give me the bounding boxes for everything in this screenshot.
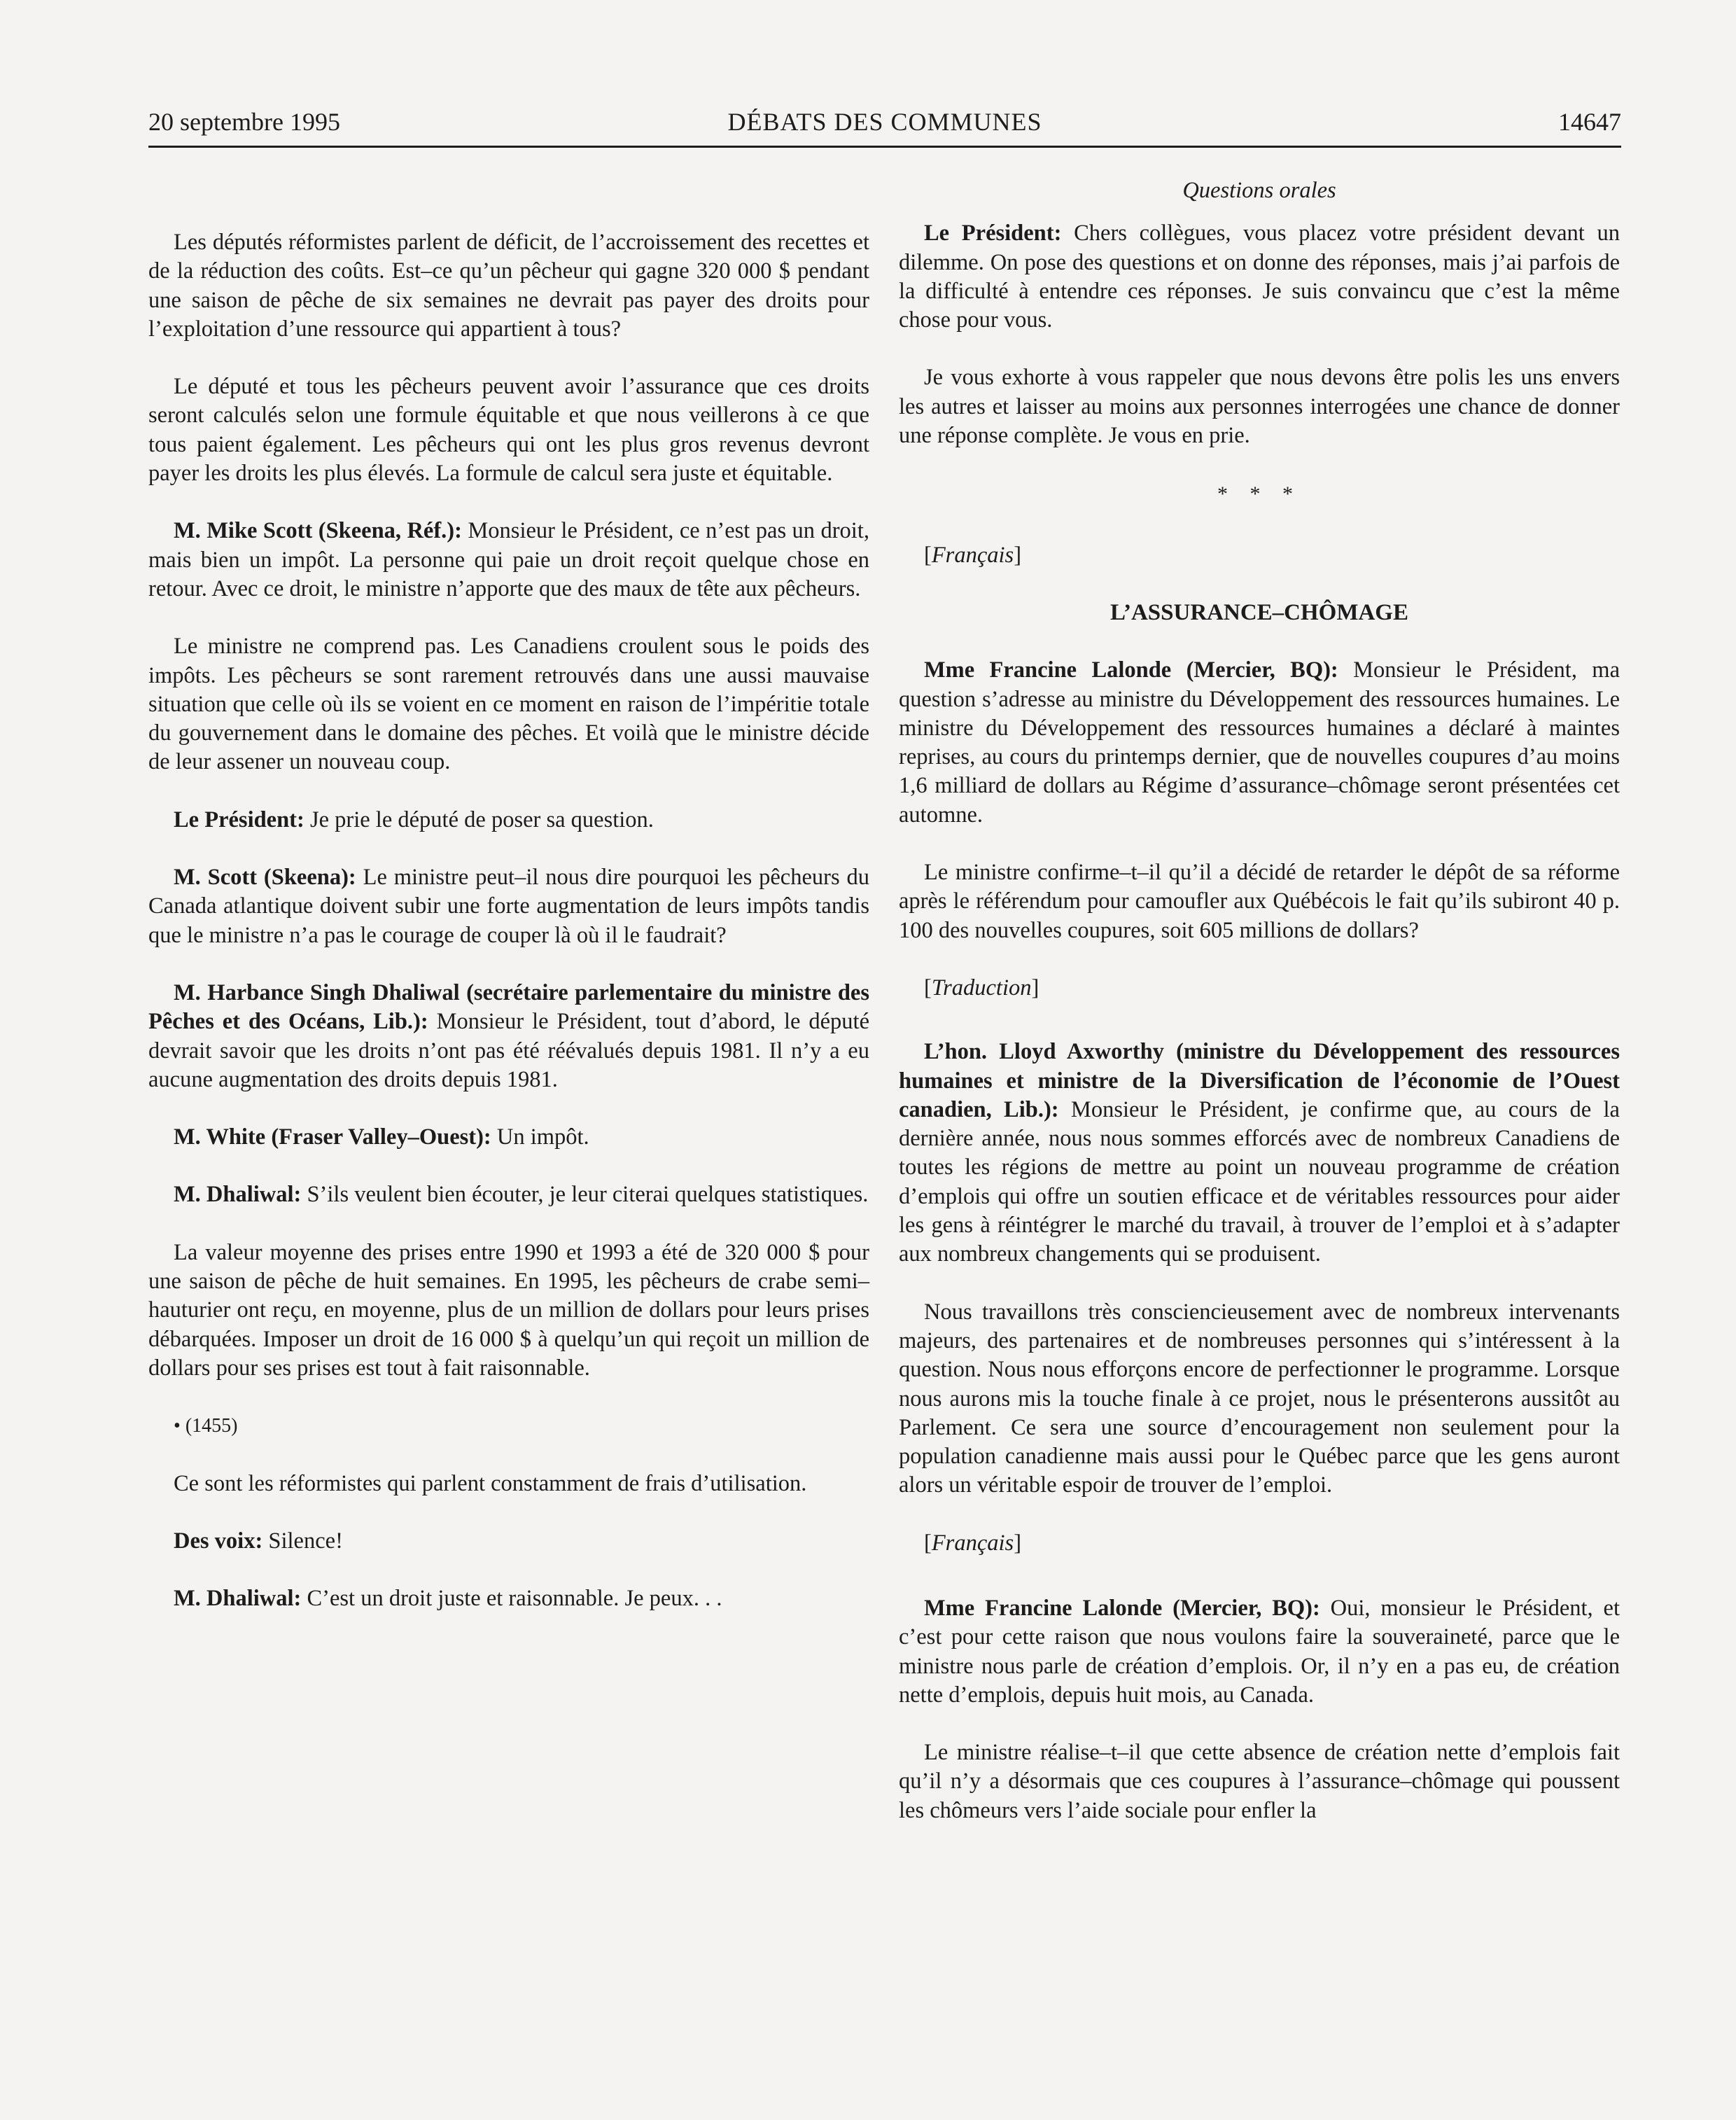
running-title: Questions orales xyxy=(1182,178,1336,203)
paragraph xyxy=(899,1738,1620,1825)
language-marker-text: Traduction xyxy=(931,975,1032,1000)
paragraph-text: C’est un droit juste et raisonnable. Je peux. . . xyxy=(301,1586,722,1612)
speaker-name: Des voix: xyxy=(174,1528,263,1554)
header-title: DÉBATS DES COMMUNES xyxy=(727,108,1042,136)
right-paragraphs-section1 xyxy=(899,656,1620,945)
page-header xyxy=(148,104,1621,140)
speaker-name: Le Président: xyxy=(924,221,1062,246)
paragraph-text: Je vous exhorte à vous rappeler que nous devons être polis les uns envers les autres et laisser au moins aux personnes interrogées une chance de donner une réponse complète. Je vous en prie. xyxy=(899,365,1620,449)
speaker-name: Mme Francine Lalonde (Mercier, BQ): xyxy=(924,1595,1320,1621)
language-marker: [Français] xyxy=(924,542,1022,568)
right-paragraphs-before-break xyxy=(899,219,1620,450)
speaker-name: M. Dhaliwal: xyxy=(174,1182,302,1208)
paragraph-text: Ce sont les réformistes qui parlent constamment de frais d’utilisation. xyxy=(174,1470,807,1496)
paragraph-text: Le ministre peut–il nous dire pourquoi les pêcheurs du Canada atlantique doivent subir une forte augmentation de leurs impôts tandis que le ministre n’a pas le courage de couper là où il le faudrait? xyxy=(148,865,869,948)
paragraph xyxy=(148,372,869,488)
paragraph xyxy=(899,1594,1620,1710)
right-paragraphs-section2 xyxy=(899,1038,1620,1500)
speaker-name: M. Harbance Singh Dhaliwal (secrétaire parlementaire du ministre des Pêches et des Océans, Lib.): xyxy=(148,979,869,1035)
paragraph xyxy=(899,858,1620,945)
paragraph-text: Le député et tous les pêcheurs peuvent avoir l’assurance que ces droits seront calculés selon une formule équitable et que nous veillerons à ce que tous paient également. Les pêcheurs qui ont les plus gros revenus devront payer les droits les plus élevés. La formule de calcul sera juste et équitable. xyxy=(148,374,869,487)
language-marker: [Français] xyxy=(924,1530,1022,1556)
speaker-name: M. Mike Scott (Skeena, Réf.): xyxy=(174,518,462,544)
speaker-name: Mme Francine Lalonde (Mercier, BQ): xyxy=(924,657,1338,683)
language-marker: [Traduction] xyxy=(924,975,1040,1000)
speaker-name: M. White (Fraser Valley–Ouest): xyxy=(174,1124,491,1150)
speaker-name: M. Dhaliwal: xyxy=(174,1586,302,1612)
paragraph-text: Le ministre réalise–t–il que cette absence de création nette d’emplois fait qu’il n’y a désormais que ces coupures à l’assurance–chômage qui poussent les chômeurs vers l’aide sociale pour enfler la xyxy=(899,1740,1620,1823)
timestamp xyxy=(148,1411,869,1440)
paragraph-text: Le ministre confirme–t–il qu’il a décidé de retarder le dépôt de sa réforme après le référendum pour camoufler aux Québécois le fait qu’ils subiront 40 p. 100 des nouvelles coupures, soit 605 millions de dollars? xyxy=(899,860,1620,943)
right-column xyxy=(899,176,1620,1854)
paragraph xyxy=(899,1298,1620,1500)
paragraph xyxy=(148,1470,869,1498)
paragraph-text: Monsieur le Président, ma question s’adresse au ministre du Développement des ressources humaines. Le ministre du Développement des ressources humaines a déclaré à maintes reprises, au cours du printemps dernier, que de nouvelles coupures d’au moins 1,6 milliard de dollars au Régime d’assurance–chômage seront présentées cet automne. xyxy=(899,657,1620,828)
paragraph-text: Monsieur le Président, tout d’abord, le député devrait savoir que les droits n’ont pas été réévalués depuis 1981. Il n’y a eu aucune augmentation des droits depuis 1981. xyxy=(148,1009,869,1092)
paragraph xyxy=(899,1038,1620,1269)
right-paragraphs-section3 xyxy=(899,1594,1620,1825)
paragraph xyxy=(148,517,869,604)
paragraph xyxy=(148,863,869,950)
timestamp-time: (1455) xyxy=(185,1415,238,1437)
section-break: * * * xyxy=(1217,482,1301,506)
paragraph-text: Chers collègues, vous placez votre président devant un dilemme. On pose des questions et on donne des réponses, mais j’ai parfois de la difficulté à entendre ces réponses. Je suis convaincu que c’est la même chose pour vous. xyxy=(899,221,1620,333)
paragraph xyxy=(148,1123,869,1152)
paragraph-text: Je prie le député de poser sa question. xyxy=(304,807,654,832)
paragraph-text: Nous travaillons très consciencieusement avec de nombreux intervenants majeurs, des partenaires et de nombreuses personnes qui s’intéressent à la question. Nous nous efforçons encore de perfectionner le programme. Lorsque nous aurons mis la touche finale à ce projet, nous le présenterons aussitôt au Parlement. Ce sera une source d’encouragement non seulement pour la population canadienne mais aussi pour le Québec parce que les gens auront alors un véritable espoir de trouver de l’emploi. xyxy=(899,1299,1620,1498)
paragraph xyxy=(148,632,869,776)
paragraph xyxy=(148,228,869,344)
paragraph-text: La valeur moyenne des prises entre 1990 et 1993 a été de 320 000 $ pour une saison de pêche de huit semaines. En 1995, les pêcheurs de crabe semi–hauturier ont reçu, en moyenne, plus de un million de dollars pour leurs prises débarquées. Imposer un droit de 16 000 $ à quelqu’un qui reçoit un million de dollars pour ses prises est tout à fait raisonnable. xyxy=(148,1239,869,1381)
paragraph xyxy=(148,1239,869,1383)
header-page-number: 14647 xyxy=(1558,108,1621,136)
left-column-paragraphs-after xyxy=(148,1470,869,1614)
left-column-paragraphs xyxy=(148,228,869,1383)
paragraph-text: Monsieur le Président, je confirme que, au cours de la dernière année, nous nous sommes efforcés avec de nombreux Canadiens de toutes les régions de mettre au point un nouveau programme de création d’emplois qui offre un soutien efficace et de véritables ressources pour aider les gens à réintégrer le marché du travail, à trouver de l’emploi et à s’adapter aux nombreux changements qui se produisent. xyxy=(899,1096,1620,1267)
paragraph xyxy=(148,1584,869,1613)
paragraph-text: Un impôt. xyxy=(491,1124,589,1150)
paragraph xyxy=(899,363,1620,450)
language-marker-text: Français xyxy=(931,542,1014,568)
paragraph-text: Le ministre ne comprend pas. Les Canadiens croulent sous le poids des impôts. Les pêcheurs se sont rarement retrouvés dans une aussi mauvaise situation que celle où ils se voient en ce moment en raison de l’impéritie totale du gouvernement dans le domaine des pêches. Et voilà que le ministre décide de leur assener un nouveau coup. xyxy=(148,634,869,775)
paragraph xyxy=(148,806,869,835)
paragraph-text: Silence! xyxy=(262,1528,343,1554)
paragraph-text: Monsieur le Président, ce n’est pas un droit, mais bien un impôt. La personne qui paie un droit reçoit quelque chose en retour. Avec ce droit, le ministre n’apporte que des maux de tête aux pêcheurs. xyxy=(148,518,869,601)
left-column xyxy=(148,228,869,1642)
paragraph xyxy=(899,656,1620,830)
header-rule xyxy=(148,146,1621,148)
speaker-name: M. Scott (Skeena): xyxy=(174,865,356,891)
speaker-name: L’hon. Lloyd Axworthy (ministre du Développement des ressources humaines et ministre de la Diversification de l’économie de l’Ouest canadien, Lib.): xyxy=(899,1039,1620,1122)
paragraph xyxy=(148,979,869,1094)
bullet-icon: • xyxy=(174,1415,181,1437)
header-date: 20 septembre 1995 xyxy=(148,108,340,136)
section-heading: L’ASSURANCE–CHÔMAGE xyxy=(1110,599,1408,625)
speaker-name: Le Président: xyxy=(174,807,304,832)
paragraph xyxy=(148,1527,869,1556)
paragraph-text: Oui, monsieur le Président, et c’est pour cette raison que nous voulons faire la souveraineté, parce que le ministre nous parle de création d’emplois. Or, il n’y en a pas eu, de création nette d’emplois, depuis huit mois, au Canada. xyxy=(899,1595,1620,1708)
language-marker-text: Français xyxy=(931,1530,1014,1556)
paragraph-text: Les députés réformistes parlent de déficit, de l’accroissement des recettes et de la réduction des coûts. Est–ce qu’un pêcheur qui gagne 320 000 $ pendant une saison de pêche de six semaines ne devrait pas payer des droits pour l’exploitation d’une ressource qui appartient à tous? xyxy=(148,230,869,342)
paragraph xyxy=(899,219,1620,335)
paragraph xyxy=(148,1180,869,1209)
paragraph-text: S’ils veulent bien écouter, je leur citerai quelques statistiques. xyxy=(301,1182,869,1208)
